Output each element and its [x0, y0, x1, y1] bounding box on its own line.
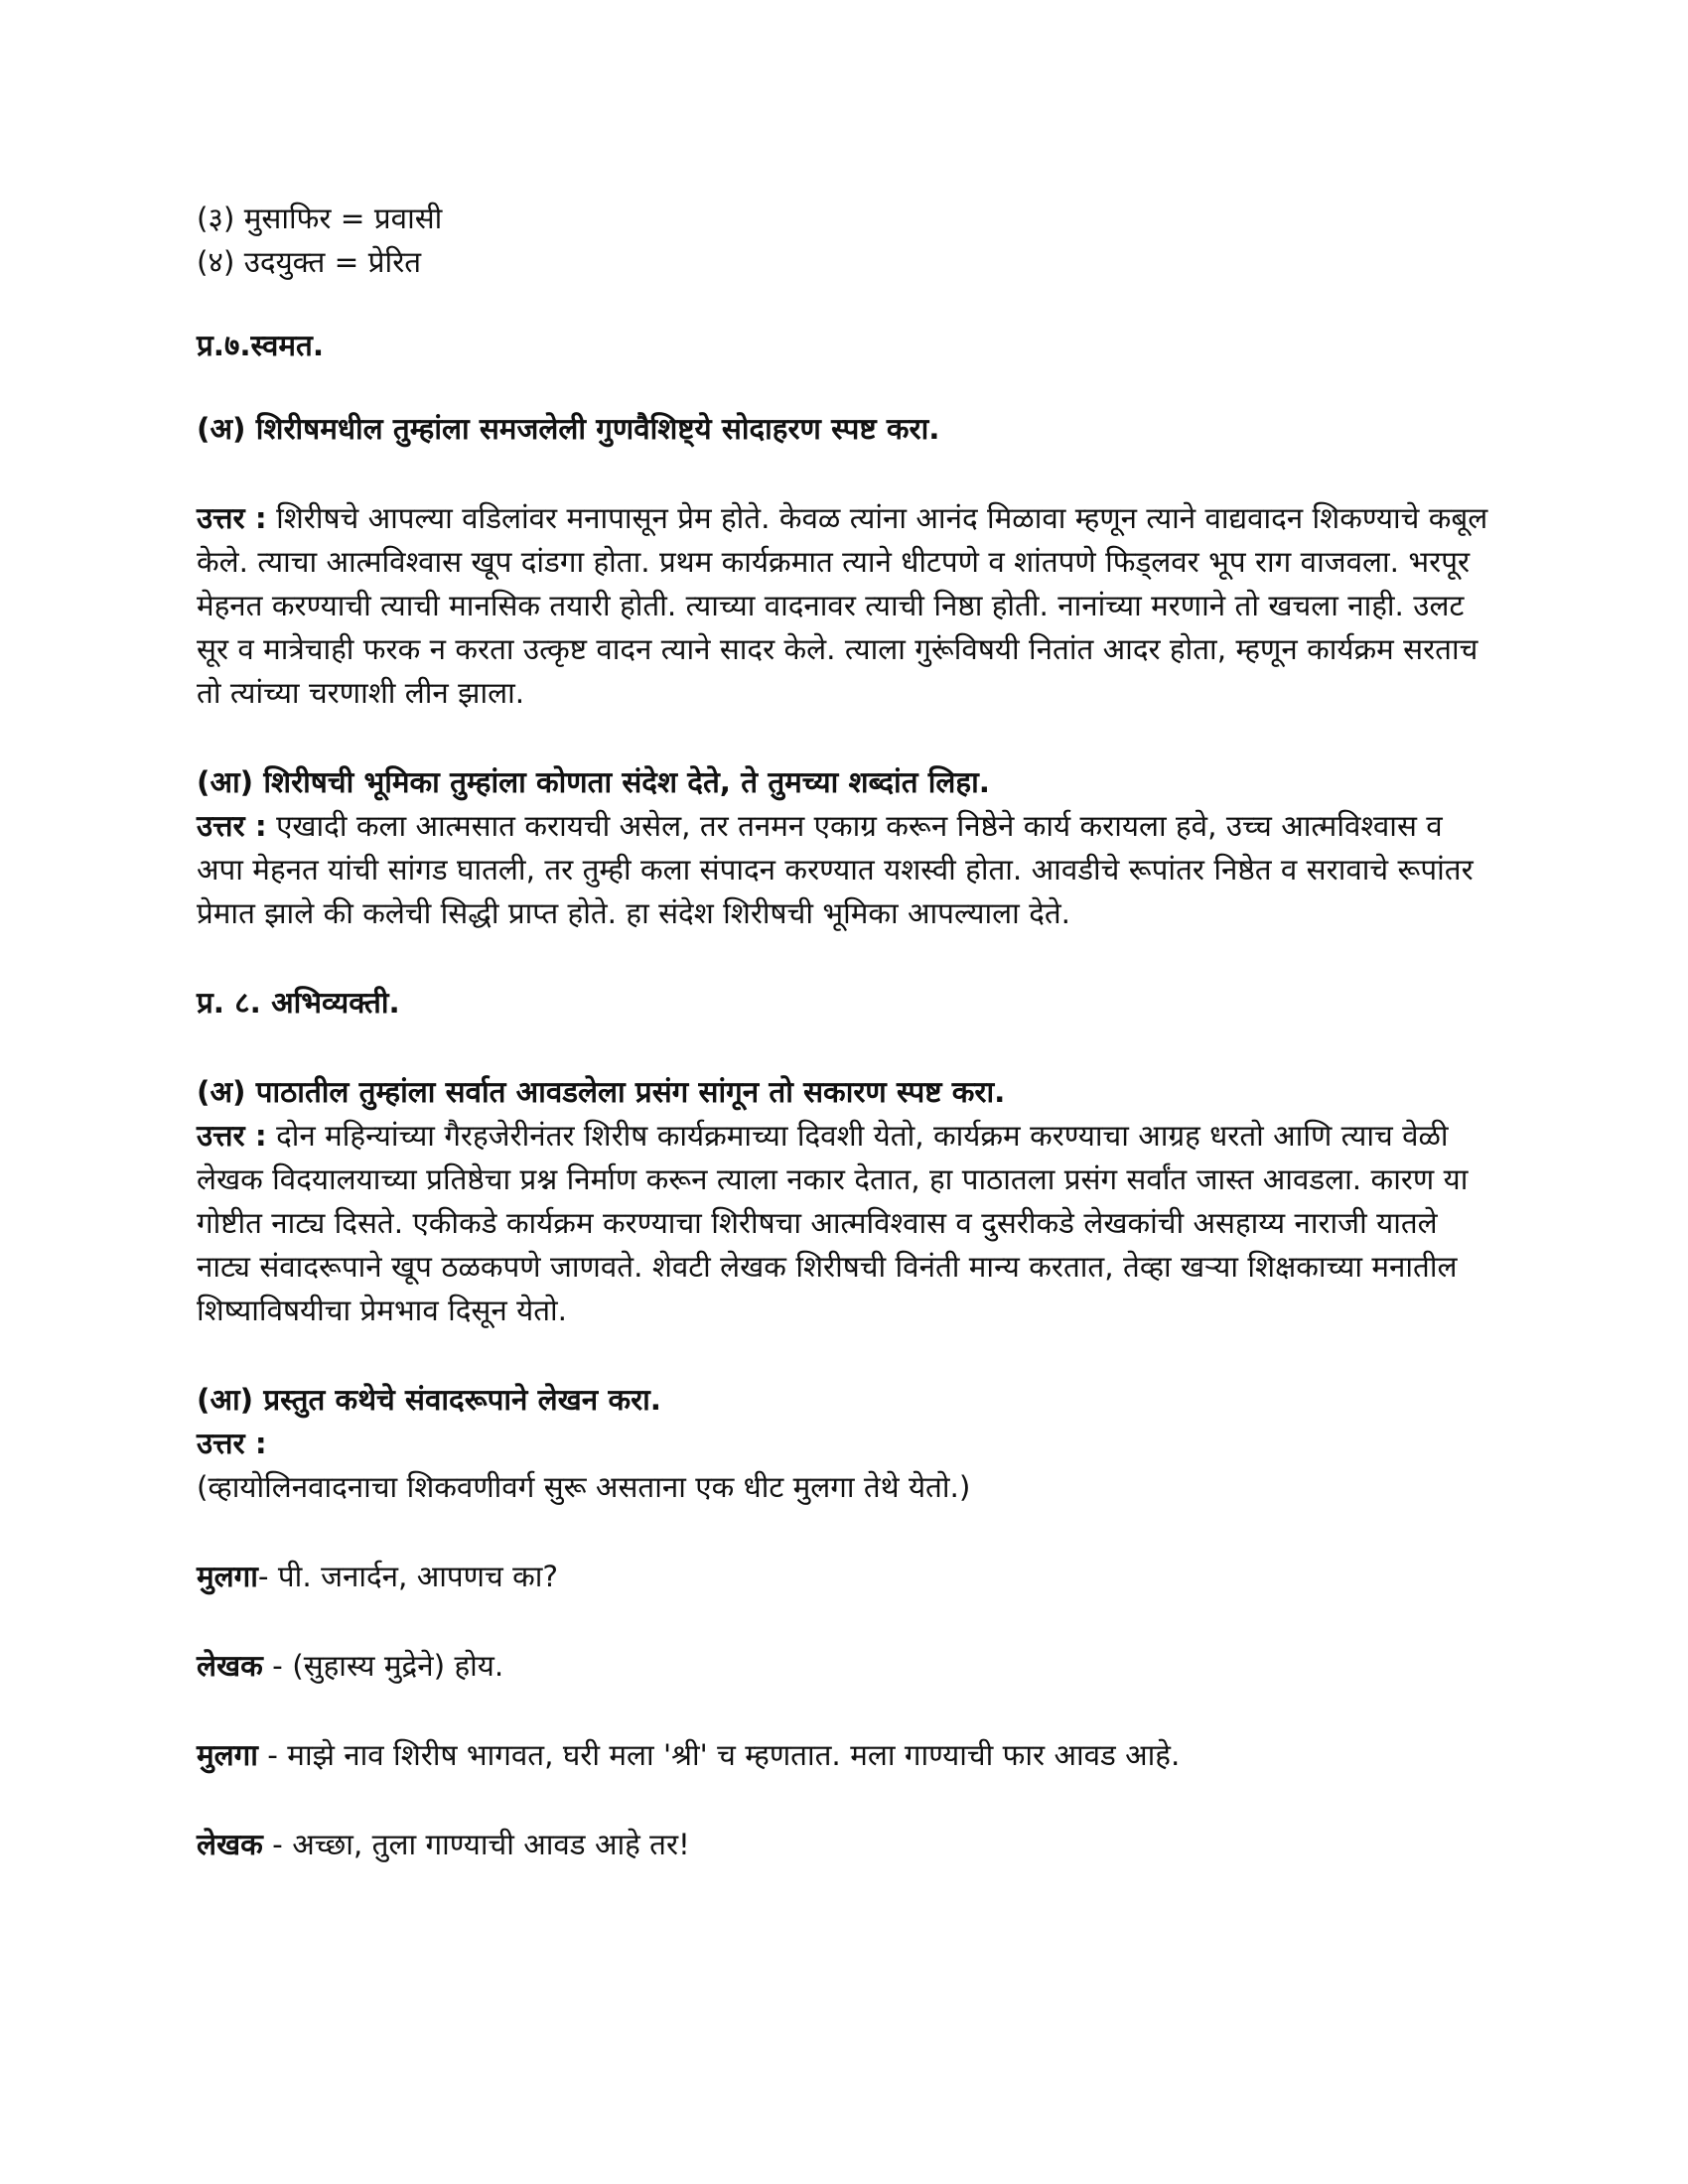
- answer-label: उत्तर :: [197, 1119, 267, 1153]
- synonym-line: (४) उदयुक्त = प्रेरित: [197, 245, 422, 279]
- answer-7b: [197, 804, 1497, 935]
- dialogue-text: - माझे नाव शिरीष भागवत, घरी मला 'श्री' च म्हणतात. मला गाण्याची फार आवड आहे.: [257, 1738, 1181, 1772]
- dialogue-speaker: मुलगा: [197, 1560, 258, 1593]
- answer-label: उत्तर :: [197, 501, 267, 535]
- dialogue-speaker: मुलगा: [197, 1738, 258, 1772]
- stage-direction: (व्हायोलिनवादनाचा शिकवणीवर्ग सुरू असताना एक धीट मुलगा तेथे येतो.): [197, 1470, 971, 1504]
- answer-text: शिरीषचे आपल्या वडिलांवर मनापासून प्रेम होते. केवळ त्यांना आनंद मिळावा म्हणून त्याने वाद्यवादन शिकण्याचे कबूल केले. त्याचा आत्मविश्वास खूप दांडगा होता. प्रथम कार्यक्रमात त्याने धीटपणे व शांतपणे फिड्लवर भूप राग वाजवला. भरपूर मेहनत करण्याची त्याची मानसिक तयारी होती. त्याच्या वादनावर त्याची निष्ठा होती. नानांच्या मरणाने तो खचला नाही. उलट सूर व मात्रेचाही फरक न करता उत्कृष्ट वादन त्याने सादर केले. त्याला गुरूंविषयी नितांत आदर होता, म्हणून कार्यक्रम सरताच तो त्यांच्या चरणाशी लीन झाला.: [197, 501, 1488, 710]
- question-7a: (अ) शिरीषमधील तुम्हांला समजलेली गुणवैशिष्ट्ये सोदाहरण स्पष्ट करा.: [197, 412, 940, 446]
- section-heading-q8: प्र. ८. अभिव्यक्ती.: [197, 986, 400, 1020]
- dialogue-text: - पी. जनार्दन, आपणच का?: [257, 1560, 559, 1593]
- answer-7a: [197, 496, 1497, 715]
- answer-8a: [197, 1114, 1497, 1332]
- dialogue-text: - (सुहास्य मुद्रेने) होय.: [262, 1649, 504, 1683]
- dialogue-line: [197, 1555, 1497, 1598]
- question-7b: (आ) शिरीषची भूमिका तुम्हांला कोणता संदेश देते, ते तुमच्या शब्दांत लिहा.: [197, 765, 990, 799]
- dialogue-text: - अच्छा, तुला गाण्याची आवड आहे तर!: [262, 1828, 690, 1861]
- dialogue-line: [197, 1823, 1497, 1866]
- dialogue-line: [197, 1644, 1497, 1688]
- question-8b: (आ) प्रस्तुत कथेचे संवादरूपाने लेखन करा.: [197, 1383, 662, 1417]
- dialogue-line: [197, 1733, 1497, 1777]
- document-body: [197, 197, 1497, 1866]
- dialogue-speaker: लेखक: [197, 1828, 263, 1861]
- answer-label: उत्तर :: [197, 809, 267, 843]
- answer-text: एखादी कला आत्मसात करायची असेल, तर तनमन एकाग्र करून निष्ठेने कार्य करायला हवे, उच्च आत्मविश्वास व अपा मेहनत यांची सांगड घातली, तर तुम्ही कला संपादन करण्यात यशस्वी होता. आवडीचे रूपांतर निष्ठेत व सरावाचे रूपांतर प्रेमात झाले की कलेची सिद्धी प्राप्त होते. हा संदेश शिरीषची भूमिका आपल्याला देते.: [197, 809, 1474, 930]
- question-8a: (अ) पाठातील तुम्हांला सर्वात आवडलेला प्रसंग सांगून तो सकारण स्पष्ट करा.: [197, 1075, 1006, 1109]
- answer-label: उत्तर :: [197, 1427, 267, 1460]
- answer-text: दोन महिन्यांच्या गैरहजेरीनंतर शिरीष कार्यक्रमाच्या दिवशी येतो, कार्यक्रम करण्याचा आग्रह धरतो आणि त्याच वेळी लेखक विदयालयाच्या प्रतिष्ठेचा प्रश्न निर्माण करून त्याला नकार देतात, हा पाठातला प्रसंग सर्वांत जास्त आवडला. कारण या गोष्टीत नाट्य दिसते. एकीकडे कार्यक्रम करण्याचा शिरीषचा आत्मविश्वास व दुसरीकडे लेखकांची असहाय्य नाराजी यातले नाट्य संवादरूपाने खूप ठळकपणे जाणवते. शेवटी लेखक शिरीषची विनंती मान्य करतात, तेव्हा खऱ्या शिक्षकाच्या मनातील शिष्याविषयीचा प्रेमभाव दिसून येतो.: [197, 1119, 1469, 1327]
- synonym-line: (३) मुसाफिर = प्रवासी: [197, 202, 443, 235]
- section-heading-q7: प्र.७.स्वमत.: [197, 329, 325, 362]
- dialogue-speaker: लेखक: [197, 1649, 263, 1683]
